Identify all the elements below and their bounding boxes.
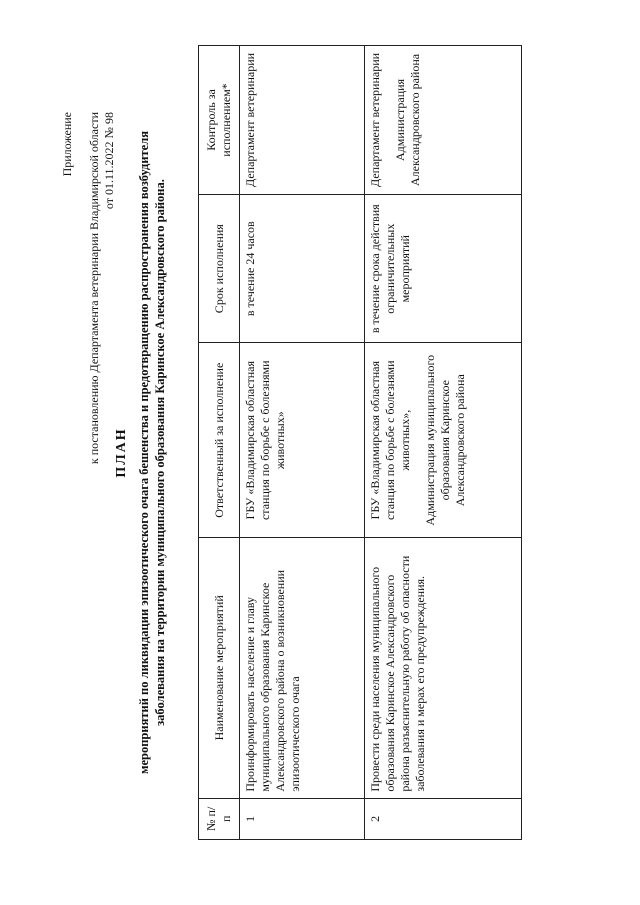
table-row [365,46,522,840]
control-text: Департамент ветеринарии [243,52,257,187]
control-text-2: Администрация Александровского района [393,53,422,187]
header-control: Контроль за исполнением* [199,46,240,195]
responsible-text: ГБУ «Владимирская областная станция по борьбе с болезнями животных», [368,360,412,521]
cell-control [365,46,522,195]
spacer [413,350,423,531]
title-block [114,0,168,905]
appendix-line-2: от 01.11.2022 № 98 [102,112,116,210]
responsible-text: ГБУ «Владимирская областная станция по борьбе с болезнями животных» [243,360,287,521]
spacer [383,52,393,188]
plan-subtitle: мероприятий по ликвидации эпизоотического очага бешенства и предотвращению распространения возбудителя заболевания на территории муниципального образования Каринское Александровского района. [137,130,167,775]
cell-num: 1 [240,798,365,839]
cell-term: в течение срока действия ограничительных мероприятий [365,194,522,343]
header-num: № п/п [199,798,240,839]
cell-control [240,46,365,195]
plan-title: ПЛАН [114,427,129,478]
cell-name: Провести среди населения муниципального образования Каринское Александровского района разъяснительную работу об опасности заболевания и мерах его предупреждения. [365,537,522,798]
table-header-row [199,46,240,840]
plan-table [198,45,522,840]
cell-num: 2 [365,798,522,839]
header-term: Срок исполнения [199,194,240,343]
appendix-line-1: к постановлению Департамента ветеринарии Владимирской области [87,112,101,465]
appendix-heading: Приложение [60,112,74,177]
cell-responsible [240,343,365,537]
responsible-text-2: Администрация муниципального образования Каринское Александровского района [423,354,467,526]
control-text: Департамент ветеринарии [368,52,382,187]
cell-responsible [365,343,522,537]
cell-name: Проинформировать население и главу муниципального образования Каринское Александровского района о возникновении эпизоотического очага [240,537,365,798]
header-name: Наименование мероприятий [199,537,240,798]
table-row [240,46,365,840]
cell-term: в течение 24 часов [240,194,365,343]
appendix-block [60,112,117,464]
header-responsible: Ответственный за исполнение [199,343,240,537]
